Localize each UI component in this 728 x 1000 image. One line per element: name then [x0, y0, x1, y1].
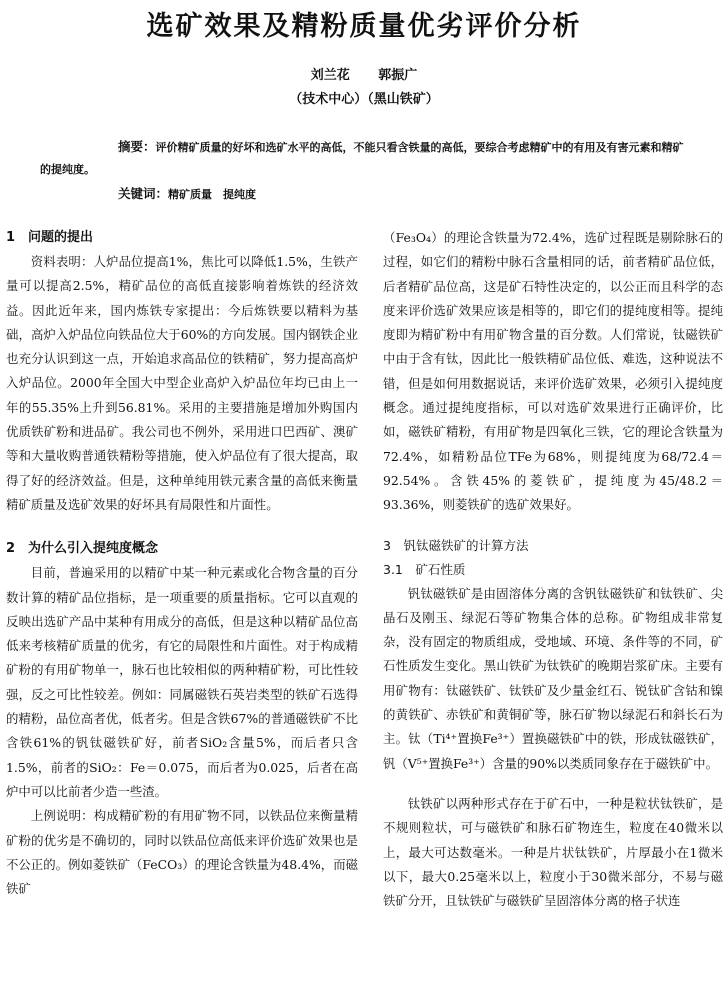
author-name: 郭振广 [378, 68, 418, 83]
keywords-label: 关键词： [118, 186, 169, 201]
keywords [118, 184, 678, 202]
section-1-heading: 1 问题的提出 [6, 230, 94, 245]
section-3-heading: 3 钒钛磁铁矿的计算方法 [383, 537, 529, 553]
abstract-text: 评价精矿质量的好坏和选矿水平的高低，不能只看含铁量的高低，要综合考虑精矿中的有用及有害元素和精矿的提纯度。 [40, 141, 684, 176]
section-1-paragraph: 资料表明：人炉品位提高1%，焦比可以降低1.5%，生铁产量可以提高2.5%，精矿品位的高低直接影响着炼铁的经济效益。因此近年来，国内炼铁专家提出：今后炼铁要以精料为基础，高炉入炉品位向铁品位大于60%的方向发展。国内钢铁企业也充分认识到这一点，开始追求高品位的铁精矿，努力提高高炉入炉品位。2000年全国大中型企业高炉入炉品位年均已由上一年的55.35%上升到56.81%。采用的主要措施是增加外购国内优质铁矿粉和进品矿。我公司也不例外，采用进口巴西矿、澳矿等和大量收购普通铁精粉等措施，使入炉品位有了很大提高，取得了好的经济效益。但是，这种单纯用铁元素含量的高低来衡量精矿质量及选矿效果的好坏具有局限性和片面性。 [6, 254, 358, 512]
abstract-label: 摘要： [118, 139, 156, 154]
author-list [0, 64, 728, 83]
abstract [40, 136, 690, 181]
section-3-1-heading: 3.1 矿石性质 [383, 561, 466, 577]
continued-paragraph: （Fe₃O₄）的理论含铁量为72.4%，选矿过程既是剔除脉石的过程，如它们的精粉中脉石含量相同的话，前者精矿品位低，后者精矿品位高，这是矿石特性决定的，以公正而且科学的态度来评价选矿效果应该是相等的，即它们的提纯度相等。提纯度即为精矿粉中有用矿物含量的百分数。人们常说，钛磁铁矿中由于含有钛，因此比一般铁精矿品位低、难选，这种说法不错，但是如何用数据说话，来评价选矿效果，必须引入提纯度概念。通过提纯度指标，可以对选矿效果进行正确评价，比如，磁铁矿精粉，有用矿物是四氧化三铁，它的理论含铁量为72.4%，如精粉品位TFe为68%，则提纯度为68/72.4＝92.54%。含铁45%的菱铁矿，提纯度为45/48.2＝93.36%，则菱铁矿的选矿效果好。 [383, 230, 723, 513]
left-column [6, 226, 358, 901]
section-2-paragraph: 上例说明：构成精矿粉的有用矿物不同，以铁品位来衡量精矿粉的优劣是不确切的，同时以铁品位高低来评价选矿效果也是不公正的。例如菱铁矿（FeCO₃）的理论含铁量为48.4%，而磁铁矿 [6, 808, 358, 897]
section-2-paragraph: 目前，普遍采用的以精矿中某一种元素或化合物含量的百分数计算的精矿品位指标，是一项重要的质量指标。它可以直观的反映出选矿产品中某种有用成分的高低，但是这种以精矿品位高低来考核精矿质量的优劣，有它的局限性和片面性。对于构成精矿粉的有用矿物单一，脉石也比较相似的两种精矿粉，可比性较强，反之可比性较差。例如：同属磁铁石英岩类型的铁矿石选得的精粉，品位高者优，低者劣。但是含铁67%的普通磁铁矿不比含铁61%的钒钛磁铁矿好，前者SiO₂含量5%，而后者只含1.5%，前者的SiO₂：Fe＝0.075，而后者为0.025，后者在高炉中可以比前者少造一些渣。 [6, 565, 358, 799]
right-column [383, 226, 723, 913]
page-title: 选矿效果及精粉质量优劣评价分析 [146, 11, 582, 42]
section-3-1-paragraph: 钛铁矿以两种形式存在于矿石中，一种是粒状钛铁矿，是不规则粒状，可与磁铁矿和脉石矿物连生，粒度在40微米以上，最大可达数毫米。一种是片状钛铁矿，片厚最小在1微米以下，最大0.25毫米以上，粒度小于30微米部分，不易与磁铁矿分开，且钛铁矿与磁铁矿呈固溶体分离的格子状连 [383, 795, 723, 909]
author-name: 刘兰花 [310, 68, 350, 83]
keywords-text: 精矿质量 提纯度 [168, 188, 257, 201]
affiliation: （技术中心）（黑山铁矿） [289, 92, 439, 107]
section-3-1-paragraph: 钒钛磁铁矿是由固溶体分离的含钒钛磁铁矿和钛铁矿、尖晶石及刚玉、绿泥石等矿物集合体的总称。矿物组成非常复杂，没有固定的物质组成，受地域、环境、条件等的不同，矿石性质发生变化。黑山铁矿为钛铁矿的晚期岩浆矿床。主要有用矿物有：钛磁铁矿、钛铁矿及少量金红石、锐钛矿含钴和镍的黄铁矿、赤铁矿和黄铜矿等，脉石矿物以绿泥石和斜长石为主。钛（Ti⁴⁺置换Fe³⁺）置换磁铁矿中的铁，形成钛磁铁矿，钒（V⁵⁺置换Fe³⁺）含量的90%以类质同象存在于磁铁矿中。 [383, 585, 723, 771]
section-2-heading: 2 为什么引入提纯度概念 [6, 541, 159, 557]
